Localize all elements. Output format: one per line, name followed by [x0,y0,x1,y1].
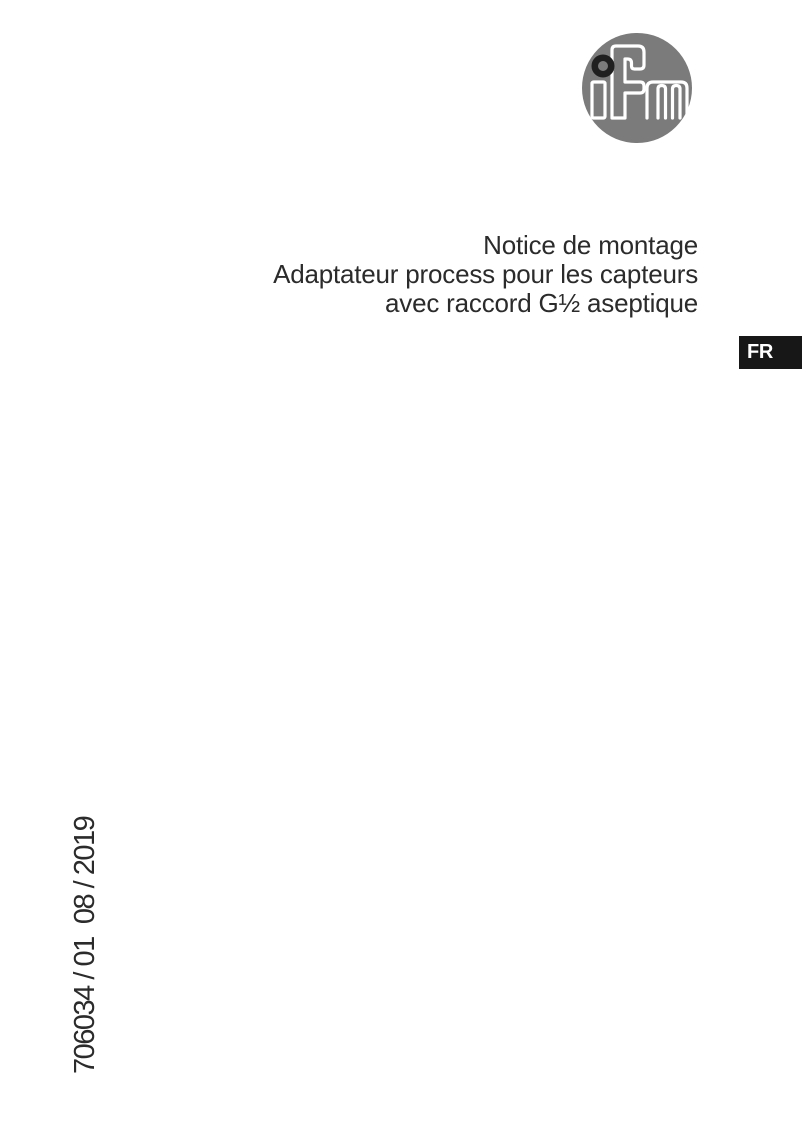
document-number: 706034 / 01 08 / 2019 [69,816,101,1074]
title-line-1: Notice de montage [483,230,698,260]
title-line-2: Adaptateur process pour les capteurs [273,259,698,289]
ifm-logo [582,33,692,143]
language-badge-label: FR [747,341,774,363]
ifm-logo-graphic [582,33,692,143]
document-title [273,231,698,318]
language-badge [739,336,802,369]
logo-circle [582,33,692,143]
title-line-3: avec raccord G½ aseptique [385,288,698,318]
